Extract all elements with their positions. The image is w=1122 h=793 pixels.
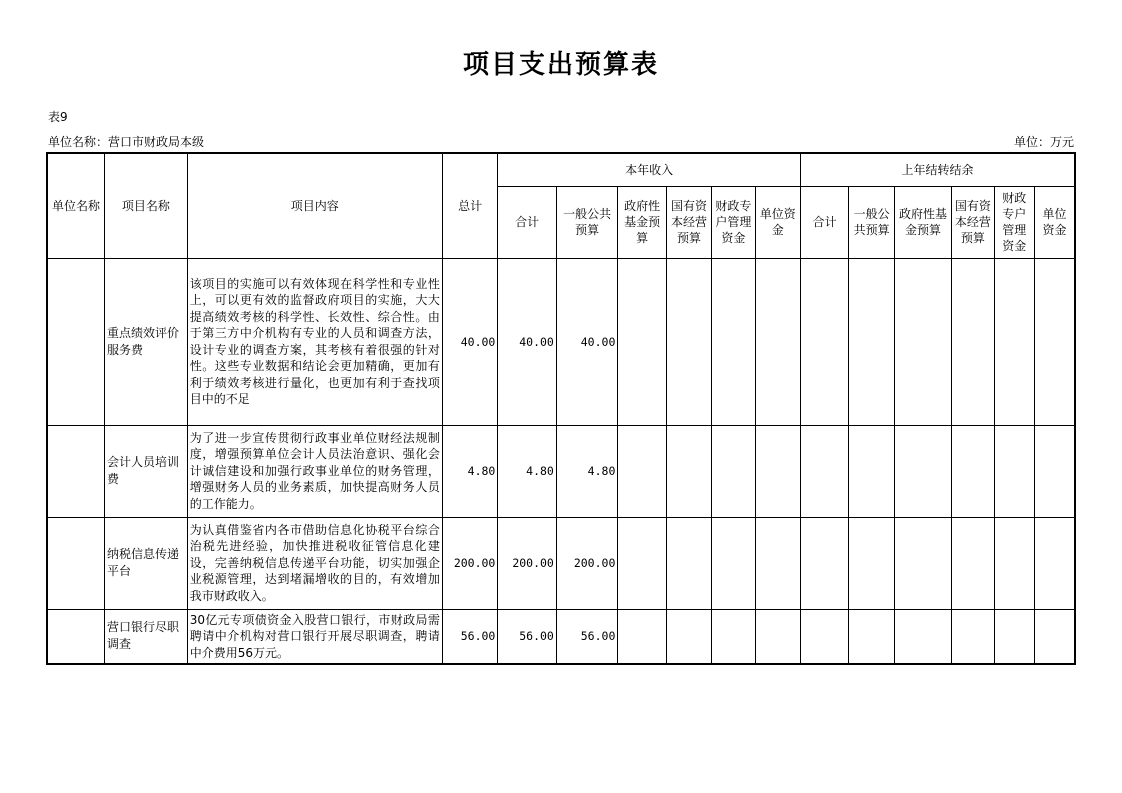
cell-ty-general: 4.80 (556, 425, 618, 517)
cell-empty (994, 258, 1034, 425)
cell-empty (618, 425, 666, 517)
cell-empty (755, 258, 800, 425)
table-row (47, 425, 1075, 517)
cell-empty (849, 517, 894, 609)
cell-project: 营口银行尽职调查 (104, 609, 187, 664)
header-ly-fund: 政府性基金预算 (894, 186, 951, 258)
cell-total: 56.00 (442, 609, 497, 664)
currency-unit-label: 单位：万元 (1013, 135, 1074, 149)
page-title: 项目支出预算表 (462, 50, 659, 80)
cell-ty-general: 56.00 (556, 609, 618, 664)
header-ty-special-account: 财政专户管理资金 (712, 186, 755, 258)
cell-empty (952, 258, 994, 425)
cell-empty (712, 258, 755, 425)
header-total: 总计 (442, 153, 497, 258)
cell-ty-general: 40.00 (556, 258, 618, 425)
cell-empty (849, 609, 894, 664)
cell-empty (952, 609, 994, 664)
cell-total: 4.80 (442, 425, 497, 517)
cell-content: 为了进一步宣传贯彻行政事业单位财经法规制度，增强预算单位会计人员法治意识、强化会计诚信建设和加强行政事业单位的财务管理，增强财务人员的业务素质，加快提高财务人员的工作能力。 (187, 425, 442, 517)
cell-ty-total: 56.00 (498, 609, 557, 664)
cell-empty (994, 425, 1034, 517)
cell-empty (666, 609, 711, 664)
cell-empty (755, 517, 800, 609)
cell-empty (800, 258, 848, 425)
cell-unit (47, 609, 104, 664)
budget-table (46, 152, 1076, 665)
cell-content: 该项目的实施可以有效体现在科学性和专业性上，可以更有效的监督政府项目的实施，大大提高绩效考核的科学性、长效性、综合性。由于第三方中介机构有专业的人员和调查方法，设计专业的调查方案，其考核有着很强的针对性。这些专业数据和结论会更加精确，更加有利于绩效考核进行量化，也更加有利于查找项目中的不足 (187, 258, 442, 425)
header-ty-general: 一般公共预算 (556, 186, 618, 258)
table-row (47, 517, 1075, 609)
cell-total: 200.00 (442, 517, 497, 609)
cell-empty (618, 258, 666, 425)
cell-empty (800, 425, 848, 517)
cell-project: 会计人员培训费 (104, 425, 187, 517)
cell-empty (849, 425, 894, 517)
cell-ty-total: 200.00 (498, 517, 557, 609)
cell-ty-total: 40.00 (498, 258, 557, 425)
header-ly-special-account: 财政专户管理资金 (994, 186, 1034, 258)
cell-content: 为认真借鉴省内各市借助信息化协税平台综合治税先进经验，加快推进税收征管信息化建设，完善纳税信息传递平台功能，切实加强企业税源管理，达到堵漏增收的目的，有效增加我市财政收入。 (187, 517, 442, 609)
cell-ty-general: 200.00 (556, 517, 618, 609)
cell-empty (1034, 517, 1075, 609)
header-ly-total: 合计 (800, 186, 848, 258)
cell-empty (666, 258, 711, 425)
cell-total: 40.00 (442, 258, 497, 425)
cell-empty (1034, 609, 1075, 664)
cell-content: 30亿元专项债资金入股营口银行，市财政局需聘请中介机构对营口银行开展尽职调查，聘请中介费用56万元。 (187, 609, 442, 664)
cell-empty (666, 425, 711, 517)
header-ly-general: 一般公共预算 (849, 186, 894, 258)
cell-empty (894, 517, 951, 609)
cell-empty (952, 517, 994, 609)
header-ty-unit-fund: 单位资金 (755, 186, 800, 258)
cell-empty (618, 517, 666, 609)
cell-empty (1034, 425, 1075, 517)
header-ly-state-capital: 国有资本经营预算 (952, 186, 994, 258)
cell-empty (755, 609, 800, 664)
cell-empty (712, 517, 755, 609)
cell-empty (712, 425, 755, 517)
header-row-1 (47, 153, 1075, 186)
header-last-year: 上年结转结余 (800, 153, 1075, 186)
header-ty-state-capital: 国有资本经营预算 (666, 186, 711, 258)
cell-ty-total: 4.80 (498, 425, 557, 517)
table-row (47, 258, 1075, 425)
cell-empty (994, 517, 1034, 609)
cell-empty (666, 517, 711, 609)
cell-empty (894, 258, 951, 425)
table-row (47, 609, 1075, 664)
cell-empty (894, 425, 951, 517)
cell-empty (894, 609, 951, 664)
header-ty-total: 合计 (498, 186, 557, 258)
cell-empty (755, 425, 800, 517)
cell-unit (47, 425, 104, 517)
header-ly-unit-fund: 单位资金 (1034, 186, 1075, 258)
header-ty-fund: 政府性基金预算 (618, 186, 666, 258)
cell-empty (849, 258, 894, 425)
header-content: 项目内容 (187, 153, 442, 258)
header-unit: 单位名称 (47, 153, 104, 258)
table-number: 表9 (48, 110, 68, 124)
cell-empty (994, 609, 1034, 664)
cell-empty (618, 609, 666, 664)
cell-empty (800, 609, 848, 664)
cell-project: 重点绩效评价服务费 (104, 258, 187, 425)
header-this-year: 本年收入 (498, 153, 801, 186)
cell-empty (712, 609, 755, 664)
cell-project: 纳税信息传递平台 (104, 517, 187, 609)
cell-unit (47, 258, 104, 425)
cell-empty (952, 425, 994, 517)
unit-name-label: 单位名称：营口市财政局本级 (48, 135, 205, 149)
cell-unit (47, 517, 104, 609)
cell-empty (800, 517, 848, 609)
cell-empty (1034, 258, 1075, 425)
header-project: 项目名称 (104, 153, 187, 258)
